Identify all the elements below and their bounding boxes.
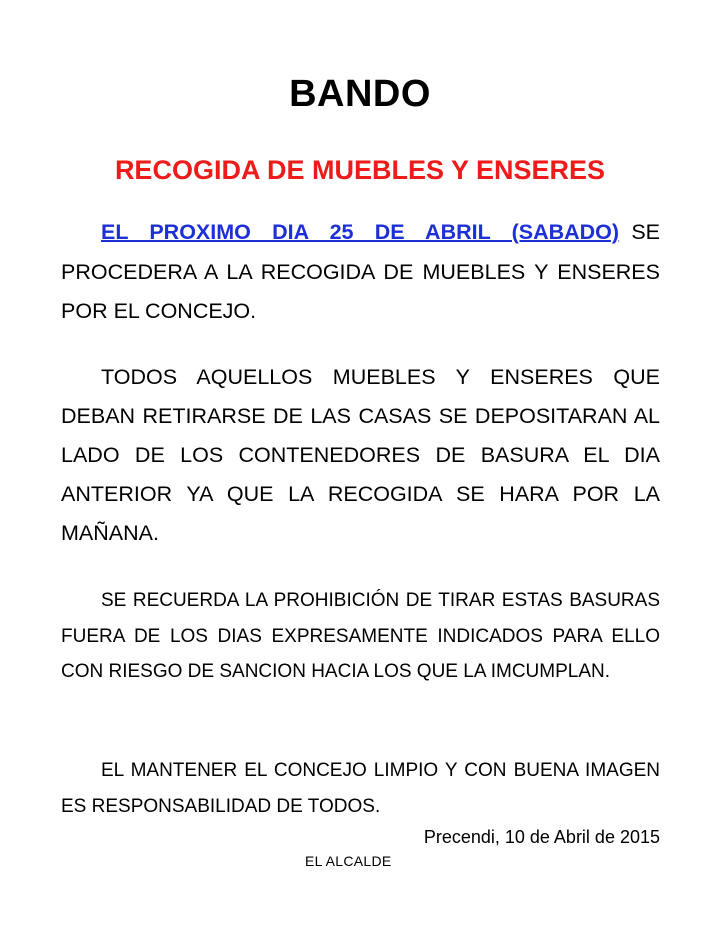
paragraph-deposit-instructions [61, 358, 660, 553]
place-and-date: Precendi, 10 de Abril de 2015 [423, 827, 660, 847]
paragraph-1-text: SE PROCEDERA A LA RECOGIDA DE MUEBLES Y ENSERES POR EL CONCEJO. [61, 220, 661, 323]
paragraph-prohibition [61, 583, 660, 690]
paragraph-responsibility [61, 753, 660, 824]
paragraph-4-text: EL MANTENER EL CONCEJO LIMPIO Y CON BUENA IMAGEN ES RESPONSABILIDAD DE TODOS. [61, 760, 660, 817]
collection-date-link[interactable]: EL PROXIMO DIA 25 DE ABRIL (SABADO) [101, 220, 620, 244]
paragraph-3-text: SE RECUERDA LA PROHIBICIÓN DE TIRAR ESTAS BASURAS FUERA DE LOS DIAS EXPRESAMENTE INDICADOS PARA ELLO CON RIESGO DE SANCION HACIA LOS QUE LA IMCUMPLAN. [61, 590, 660, 682]
notice-subtitle: RECOGIDA DE MUEBLES Y ENSERES [114, 155, 606, 185]
paragraph-collection-date [61, 213, 660, 332]
notice-title: BANDO [289, 73, 431, 115]
signature-mayor: EL ALCALDE [305, 853, 392, 869]
paragraph-2-text: TODOS AQUELLOS MUEBLES Y ENSERES QUE DEBAN RETIRARSE DE LAS CASAS SE DEPOSITARAN AL LADO DE LOS CONTENEDORES DE BASURA EL DIA ANTERIOR YA QUE LA RECOGIDA SE HARA POR LA MAÑANA. [61, 365, 660, 545]
